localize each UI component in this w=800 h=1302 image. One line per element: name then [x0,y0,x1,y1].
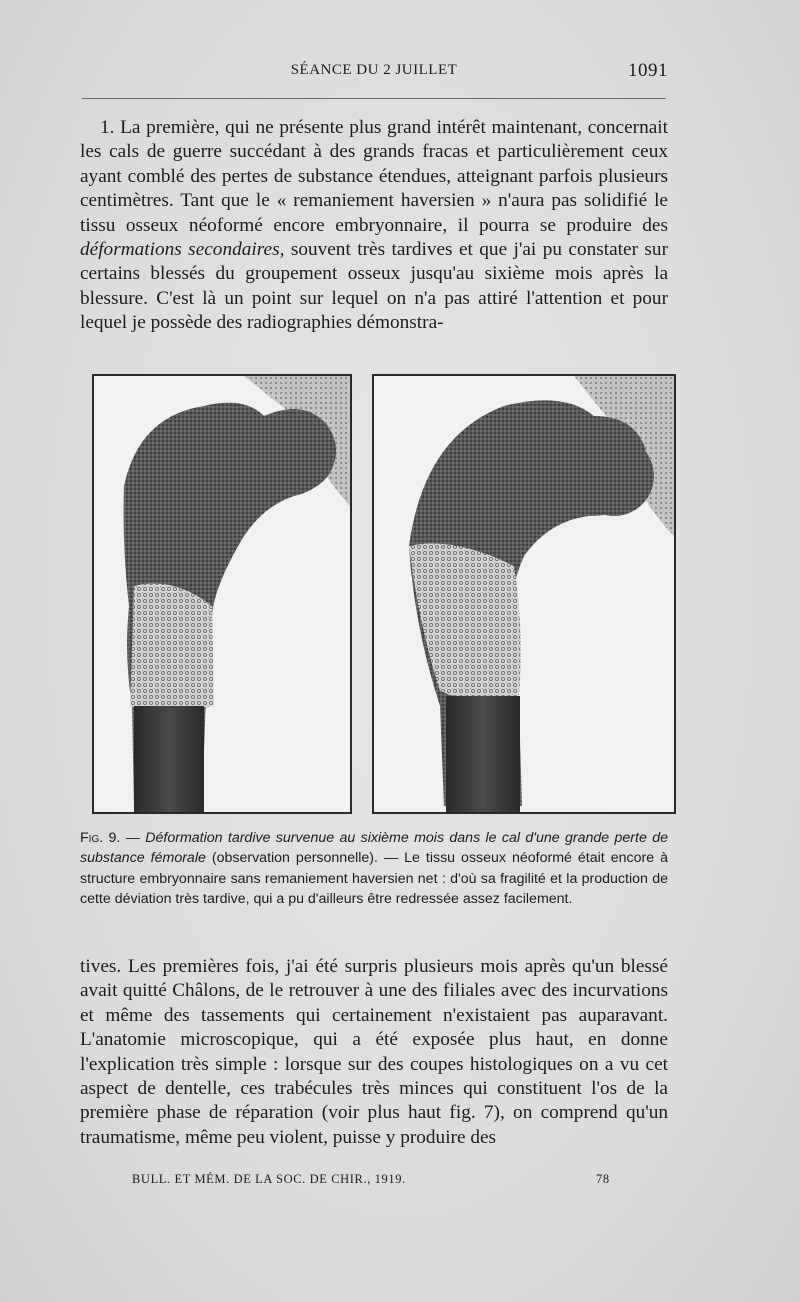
footer-signature: 78 [596,1172,610,1186]
figure-caption [80,828,668,910]
paragraph-1-part-1: 1. La première, qui ne présente plus grand intérêt maintenant, concernait les cals de guerre succédant à des grands fracas et particulièrement ceux ayant comblé des pertes de substance étendues, atteignant parfois plusieurs centimètres. Tant que le « remaniement haversien » n'aura pas solidifié le tissu osseux néoformé encore embryonnaire, il pourra se produire des [80,117,668,236]
page-footer [80,1172,668,1192]
caption-figure-number: Fig. 9. [80,830,121,846]
footer-journal: BULL. ET MÉM. DE LA SOC. DE CHIR., 1919. [132,1172,406,1186]
paragraph-1 [80,116,668,336]
caption-text: (observation personnelle). — Le tissu osseux néoformé était encore à structure embryonnaire sans remaniement haversien net : d'où sa fragilité et la production de cette déviation très tardive, qui a pu d'ailleurs être redressée assez facilement. [80,850,668,908]
radiograph-before [92,374,352,814]
caption-dash: — [120,830,146,846]
page-number: 1091 [628,60,668,81]
running-head-title: SÉANCE DU 2 JUILLET [290,62,458,78]
paragraph-2: tives. Les premières fois, j'ai été surpris plusieurs mois après qu'un blessé avait quitté Châlons, de le retrouver à une des filiales avec des incurvations et même des tassements qui certainement n'existaient pas auparavant. L'anatomie microscopique, qui a été exposée plus haut, en donne l'explication très simple : lorsque sur des coupes histologiques on a vu cet aspect de dentelle, ces trabécules très minces qui constituent l'os de la première phase de réparation (voir plus haut fig. 7), on comprend qu'un traumatisme, même peu violent, puisse y produire des [80,956,668,1148]
femur-deformed-image [374,376,674,812]
paragraph-1-part-2: souvent très tardives et que j'ai pu constater sur certains blessés du groupement osseux jusqu'au sixième mois après la blessure. C'est là un point sur lequel on n'a pas attiré l'attention et pour lequel je possède des radiographies démonstra- [80,239,668,334]
header-rule [82,98,666,99]
running-head [80,60,668,86]
femur-straight-image [94,376,350,812]
paragraph-1-italic: déformations secondaires, [80,239,285,261]
caption-italic: Déformation tardive survenue au sixième mois dans le cal d'une grande perte de substance fémorale [80,830,668,867]
radiograph-after [372,374,676,814]
figure-9 [90,374,678,814]
